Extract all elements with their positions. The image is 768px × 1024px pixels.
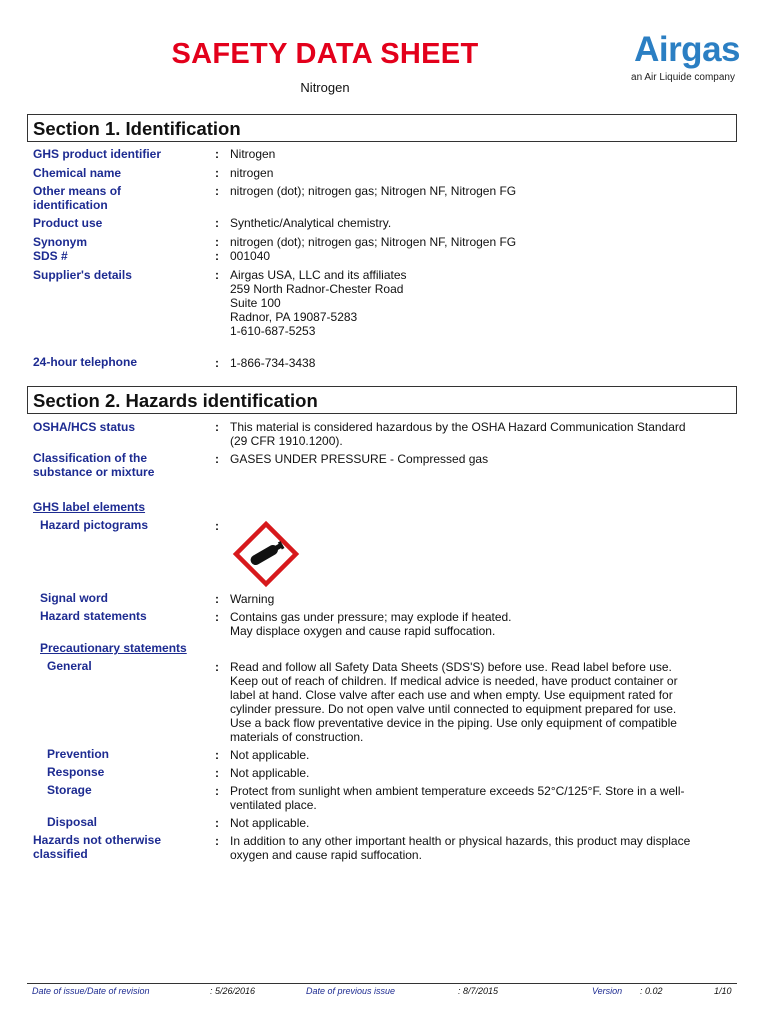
general-line-5: Use a back flow preventative device in the piping. Use only equipment of compatible bbox=[230, 716, 677, 730]
colon: : bbox=[215, 748, 219, 762]
chemical-name-value: nitrogen bbox=[230, 166, 274, 180]
synonym-label: Synonym bbox=[33, 235, 88, 249]
supplier-line-5: 1-610-687-5253 bbox=[230, 324, 316, 338]
other-means-value: nitrogen (dot); nitrogen gas; Nitrogen NF, Nitrogen FG bbox=[230, 184, 517, 198]
precautionary-statements-heading: Precautionary statements bbox=[40, 641, 187, 655]
response-value: Not applicable. bbox=[230, 766, 310, 780]
hazard-statement-line-2: May displace oxygen and cause rapid suffocation. bbox=[230, 624, 496, 638]
hazard-statement-line-1: Contains gas under pressure; may explode if heated. bbox=[230, 610, 512, 624]
colon: : bbox=[215, 784, 219, 798]
osha-status-line-2: (29 CFR 1910.1200). bbox=[230, 434, 343, 448]
colon: : bbox=[215, 268, 219, 282]
footer-page-number: 1/10 bbox=[714, 986, 732, 996]
colon: : bbox=[215, 610, 219, 624]
general-line-2: Keep out of reach of children. If medical advice is needed, have product container or bbox=[230, 674, 678, 688]
footer-previous-value: : 8/7/2015 bbox=[458, 986, 499, 996]
colon: : bbox=[215, 184, 219, 198]
telephone-value: 1-866-734-3438 bbox=[230, 356, 316, 370]
osha-status-line-1: This material is considered hazardous by the OSHA Hazard Communication Standard bbox=[230, 420, 686, 434]
general-label: General bbox=[47, 659, 92, 673]
hazard-pictograms-label: Hazard pictograms bbox=[40, 518, 149, 532]
supplier-line-1: Airgas USA, LLC and its affiliates bbox=[230, 268, 407, 282]
footer-date-value: : 5/26/2016 bbox=[210, 986, 256, 996]
colon: : bbox=[215, 166, 219, 180]
disposal-value: Not applicable. bbox=[230, 816, 310, 830]
airgas-logo: Airgas bbox=[634, 30, 740, 69]
footer-version-value: : 0.02 bbox=[640, 986, 663, 996]
document-title: SAFETY DATA SHEET bbox=[171, 38, 479, 70]
gas-cylinder-icon bbox=[232, 520, 300, 588]
hnoc-line-2: oxygen and cause rapid suffocation. bbox=[230, 848, 422, 862]
colon: : bbox=[215, 519, 219, 533]
signal-word-label: Signal word bbox=[40, 591, 109, 605]
sds-number-label: SDS # bbox=[33, 249, 68, 263]
footer-date-label: Date of issue/Date of revision bbox=[32, 986, 150, 996]
classification-label-line1: Classification of the bbox=[33, 451, 148, 465]
supplier-line-4: Radnor, PA 19087-5283 bbox=[230, 310, 358, 324]
section-2-heading: Section 2. Hazards identification bbox=[27, 386, 737, 414]
sds-number-value: 001040 bbox=[230, 249, 271, 263]
supplier-line-2: 259 North Radnor-Chester Road bbox=[230, 282, 404, 296]
colon: : bbox=[215, 356, 219, 370]
colon: : bbox=[215, 766, 219, 780]
storage-line-2: ventilated place. bbox=[230, 798, 317, 812]
supplier-details-label: Supplier's details bbox=[33, 268, 132, 282]
colon: : bbox=[215, 452, 219, 466]
hnoc-line-1: In addition to any other important health or physical hazards, this product may displace bbox=[230, 834, 691, 848]
classification-label-line2: substance or mixture bbox=[33, 465, 155, 479]
colon: : bbox=[215, 147, 219, 161]
colon: : bbox=[215, 816, 219, 830]
footer-version-label: Version bbox=[592, 986, 623, 996]
colon: : bbox=[215, 592, 219, 606]
general-line-1: Read and follow all Safety Data Sheets (SDS'S) before use. Read label before use. bbox=[230, 660, 672, 674]
classification-value: GASES UNDER PRESSURE - Compressed gas bbox=[230, 452, 489, 466]
telephone-label: 24-hour telephone bbox=[33, 355, 138, 369]
product-use-label: Product use bbox=[33, 216, 103, 230]
signal-word-value: Warning bbox=[230, 592, 275, 606]
ghs-product-identifier-value: Nitrogen bbox=[230, 147, 276, 161]
section-1-heading: Section 1. Identification bbox=[27, 114, 737, 142]
colon: : bbox=[215, 235, 219, 249]
colon: : bbox=[215, 249, 219, 263]
response-label: Response bbox=[47, 765, 105, 779]
other-means-label-line1: Other means of bbox=[33, 184, 122, 198]
general-line-3: label at hand. Close valve after each use and when empty. Use equipment rated for bbox=[230, 688, 673, 702]
product-use-value: Synthetic/Analytical chemistry. bbox=[230, 216, 392, 230]
other-means-label-line2: identification bbox=[33, 198, 108, 212]
synonym-value: nitrogen (dot); nitrogen gas; Nitrogen NF, Nitrogen FG bbox=[230, 235, 517, 249]
chemical-name-label: Chemical name bbox=[33, 166, 122, 180]
colon: : bbox=[215, 420, 219, 434]
hnoc-label-line2: classified bbox=[33, 847, 88, 861]
disposal-label: Disposal bbox=[47, 815, 98, 829]
supplier-line-3: Suite 100 bbox=[230, 296, 281, 310]
storage-label: Storage bbox=[47, 783, 92, 797]
storage-line-1: Protect from sunlight when ambient temperature exceeds 52°C/125°F. Store in a well- bbox=[230, 784, 685, 798]
prevention-label: Prevention bbox=[47, 747, 110, 761]
prevention-value: Not applicable. bbox=[230, 748, 310, 762]
hnoc-label-line1: Hazards not otherwise bbox=[33, 833, 162, 847]
colon: : bbox=[215, 660, 219, 674]
footer-previous-label: Date of previous issue bbox=[306, 986, 396, 996]
general-line-4: cylinder pressure. Do not open valve until connected to equipment prepared for use. bbox=[230, 702, 677, 716]
ghs-product-identifier-label: GHS product identifier bbox=[33, 147, 162, 161]
hazard-statements-label: Hazard statements bbox=[40, 609, 147, 623]
footer-divider bbox=[27, 983, 737, 984]
product-name: Nitrogen bbox=[300, 80, 350, 95]
colon: : bbox=[215, 216, 219, 230]
osha-status-label: OSHA/HCS status bbox=[33, 420, 136, 434]
colon: : bbox=[215, 834, 219, 848]
logo-tagline: an Air Liquide company bbox=[631, 72, 735, 83]
ghs-label-elements-heading: GHS label elements bbox=[33, 500, 146, 514]
general-line-6: materials of construction. bbox=[230, 730, 364, 744]
